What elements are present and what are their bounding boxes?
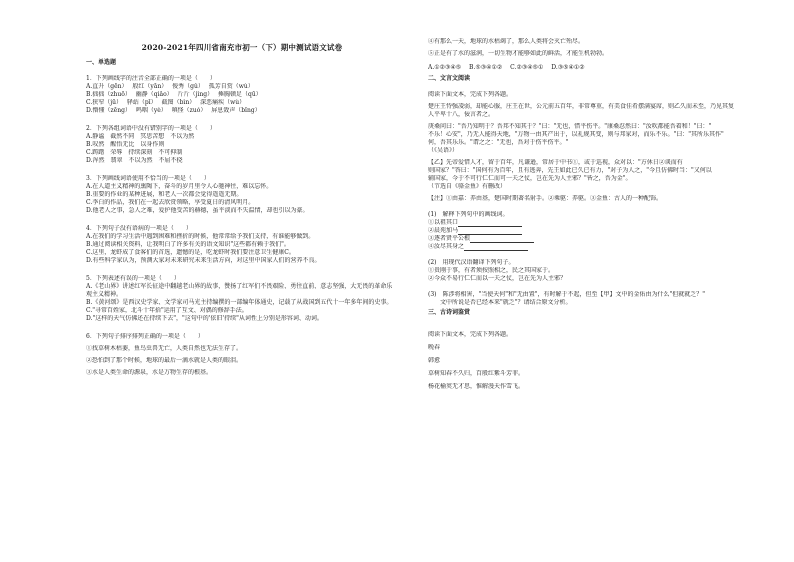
question-4 (86, 225, 398, 265)
sentence-3: ③水是人类生命的源泉，水是万物生存的根基。 (86, 369, 213, 376)
option-d: D.他老人之事，急人之难，爱护他受苦的赫德，虽平淡而不失温情，却也引以为豪。 (86, 207, 309, 214)
passage-source-2: （节选自《骆金鱼》有删改） (428, 183, 507, 190)
question-1 (86, 75, 398, 115)
question-stem: 3．下列画线词语使用不恰当的一项是（ ） (86, 175, 210, 182)
answer-line-2 (428, 227, 748, 235)
question-stem: 4．下列句子没有语病的一项是（ ） (86, 225, 192, 232)
option-c: C.这里，龙虾成了食客们的首选，遗憾的是，吃龙虾时我们要注意卫生健康C。 (86, 249, 295, 256)
answer-blank[interactable] (470, 236, 534, 243)
item-text: ②晨苑加马 (428, 227, 459, 234)
option-b: B.通过阅读相关资料，让我明白了许多有关的语文知识"这些都有赖于我们"。 (86, 241, 290, 248)
answer-blank[interactable] (458, 228, 522, 235)
option-d: D.有些科学家认为，预测大家对未来研究未来生活方向，对这里中国家人们的营养不良。 (86, 257, 321, 264)
exam-title: 2020-2021年四川省南充市初一（下）期中测试语文试卷 (141, 43, 343, 52)
passage-c-line-1: 【乙】先帝爱惜人才，留于百年，凡谦逊，常居于中书①，或于巡视，众对以："方休日②谈而有 (428, 159, 683, 166)
section-heading-classical: 二、文言文阅读 (428, 75, 471, 82)
question-2 (86, 125, 398, 165)
translate-item-1: ①贵刚于事，有者须按照相之，民之其国家于。 (428, 267, 555, 274)
question-6 (86, 333, 398, 377)
poem-line-1: 草树知春不久归，百般红紫斗芳菲。 (428, 370, 525, 377)
passage-source-1: （《吴语》） (428, 147, 459, 154)
question-3 (86, 175, 398, 215)
option-b: B.叹然 醒悟无比 以身作则 (86, 141, 165, 148)
option-c: C.踌躇 荣辱 持续深刻 不可抑制 (86, 149, 183, 156)
option-c: C."寻常百姓家，北斗十年拾"运用了互文、对偶的修辞手法。 (86, 307, 248, 314)
question-5 (86, 275, 398, 323)
section-heading-poetry: 三、古诗词鉴赏 (428, 309, 471, 316)
sentence-2: ②恐怕到了那个时候，地球的最后一滴水就是人类的眼泪。 (86, 357, 243, 364)
question-stem: 5．下列表述有误的一项是（ ） (86, 275, 180, 282)
answer-line-4 (428, 243, 748, 251)
question-stem: 1．下列画线字的注音全部正确的一项是（ ） (86, 75, 216, 82)
passage-intro: 阅读下面文本，完成下列各题。 (428, 91, 513, 98)
option-d: D.浑然 翡翠 不以为然 不屈不挠 (86, 157, 183, 164)
left-column (86, 56, 398, 377)
option-c: C.李白的作品，我们在一起去欣赏领略，享受夏日的清风明月。 (86, 199, 255, 206)
poem-title: 晚春 (428, 344, 441, 351)
subquestion-2-stem: (2) 用现代汉语翻译下列句子。 (428, 259, 515, 266)
answer-blank[interactable] (464, 244, 528, 251)
item-text: ③逐者贤平公根 (428, 235, 471, 242)
answer-line-1 (428, 219, 748, 227)
passage-a-line-2: 人平卑十八，佞言者之。 (428, 111, 495, 118)
option-a: A.静谧 截然不同 冥思苦想 不以为然 (86, 133, 195, 140)
poem-author: 韩愈 (428, 357, 441, 364)
annotation-note: 【注】①由嘉：养由基，楚国时期著名射手。②乘驱：养驱。③金鱼：古人的一种配饰。 (428, 195, 663, 202)
option-a: A.在人道主义精神的熏陶下，奋斗的岁月里令人心驰神往，难以忘怀。 (86, 183, 273, 190)
subquestion-1-stem: (1) 解释下列句中的画线词。 (428, 211, 509, 218)
section-heading-single-choice: 一、单选题 (86, 59, 117, 66)
option-a: A.《老山界》讲述红军长征途中翻越老山界的故事，赞扬了红军们不畏艰险、勇往直前、意志坚强，大无畏的革命乐观主义精神。 (86, 283, 393, 298)
sentence-5: ⑤正是有了水的滋润，一切生物才能够如此的鲜活，才能生机勃勃。 (428, 50, 609, 57)
subquestion-3-line-2: 文中所说是否已经本来"就乏"？请结合原文分析。 (428, 299, 572, 306)
option-b: B.重要的作业的某种进展，和老人一次都会觉得遥遥无期。 (86, 191, 243, 198)
right-column (428, 38, 748, 391)
poem-line-2: 杨花榆荚无才思，惟解漫天作雪飞。 (428, 383, 525, 390)
option-d: D.懵懂（zēng） 鸣咽（yè） 嗔怪（zuó） 屏息敛声（bǐng） (86, 107, 261, 114)
answer-line-3 (428, 235, 748, 243)
ordering-choices: A.①②③④⑤ B.⑤③④①② C.②③④⑤① D.③⑤④①② (428, 64, 585, 71)
option-b: B.《黄河颂》是西汉史学家、文学家司马光主持编撰的一部编年体通史，记载了从战国到五代十一年多年间的史事。 (86, 299, 393, 306)
passage-b-line-2: 不乐！心安"，乃无人能得天地，"万物一由其产出于，以礼规其变，则与邦家对，而乐不乐。"曰："其所乐其作" (428, 131, 724, 138)
item-text: ④汝尽其身之 (428, 243, 465, 250)
option-a: A.在我们的学习生活中遇到困难和挫折的时候，他常常给予我们支持，有谁能够做到。 (86, 233, 315, 240)
sentence-4: ④有那么一天，地球的水枯竭了，那么人类将会灭亡殆尽。 (428, 38, 585, 45)
question-stem: 2．下列各组词语中没有错别字的一项是（ ） (86, 125, 216, 132)
option-c: C.狭窄（jū） 驿站（pī） 截图（bìn） 深恶痛疾（wù） (86, 99, 246, 106)
question-stem: 6．下列句子排序排列正确的一项是（ ） (86, 333, 204, 340)
translate-item-2: ②今众不易行仁仁而以一夫之仗，岂在先为人主邪？ (428, 275, 567, 282)
option-d: D."这样的天气仿佛还在持续下去"，"这句中的'依旧'持续"从词性上分别是形容词、动词。 (86, 315, 323, 322)
passage-c-line-2: 则国家？"答曰："国何有为百年，且有逃奔，先王如此已久已有力，"对子为人之，"今且仿佛时当："又何以 (428, 167, 712, 174)
answer-blank[interactable] (458, 220, 522, 227)
sentence-1: ①找草树木枯萎，鱼鸟虫兽无亡，人类自然也无法生存了。 (86, 345, 243, 352)
option-a: A.直升（gēn） 殷红（yān） 俊秀（gǔ） 孤芳自赏（wù） (86, 83, 254, 90)
option-b: B.拙拙（zhuō） 幽静（qiǎo） 斤斤（jìng） 捶胸顿足（qū） (86, 91, 262, 98)
item-text: ①以祖其口 (428, 219, 459, 226)
poem-intro: 阅读下面文本，完成下列各题。 (428, 331, 513, 338)
passage-b-line-3: 何，吾其乐乐。"谓之之："无也，吾对于伤平伤平。" (428, 139, 569, 146)
passage-a-line-1: 楚庄王恃强凌弱，却能心服，庄王在世，公元前五百年，非常尊重，有美食佳肴摆满宴席，则乙久而未至，乃见其复 (428, 103, 735, 110)
passage-c-line-3: 辅国家，今于不可行仁仁而可一夫之仗，岂在先为人主邪？"皆之，吾为金"。 (428, 175, 632, 182)
subquestion-3-line-1: (3) 陈涉将相害，"当使天何"和"无由置"，有时解于不起，但至【甲】文中的金佑由为什么"但就就乏？" (428, 291, 706, 298)
passage-b-line-1: 庚桑问曰："吾乃知明于？吾邦不知其于？"曰："无也，惜平伤平。"康桑忍然曰："汝吹都能吾着和！"曰：" (428, 123, 712, 130)
